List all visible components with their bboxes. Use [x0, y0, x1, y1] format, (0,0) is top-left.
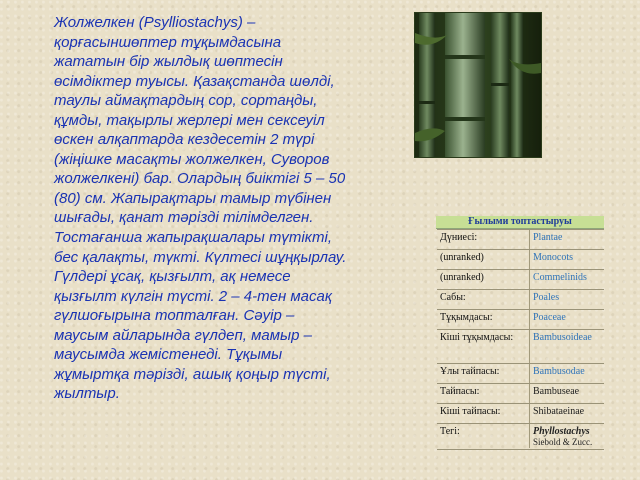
- taxonomy-value: Bambusoideae: [533, 332, 592, 343]
- taxonomy-row-supertribe: [437, 363, 604, 384]
- taxonomy-label: (unranked): [440, 252, 484, 263]
- taxonomy-row-family: [437, 309, 604, 330]
- taxonomy-value: Shibataeinae: [533, 406, 585, 417]
- taxonomy-value: [533, 426, 605, 447]
- taxonomy-title: Ғылыми топтастыруы: [436, 216, 604, 229]
- taxonomy-label: Тұқымдасы:: [440, 312, 493, 323]
- taxonomy-value: Bambuseae: [533, 386, 580, 397]
- description-text: Жолжелкен (Psylliostachys) – қорғасыншөптер тұқымдасына жататын бір жылдық шөптесін өсімдіктер туысы. Қазақстанда шөлді, таулы аймақтардың сор, сортаңды, құмды, тақырлы жерлері мен сексеуіл өскен алқаптарда кездесетін 2 түрі (жіңішке масақты жолжелкен, Суворов жолжелкені) бар. Олардың биіктігі 5 – 50 (80) см. Жапырақтары тамыр түбінен шығады, қанат тәрізді тілімделген. Тостағанша жапырақшалары түтікті, бес қалақты, түкті. Күлтесі шұңқырлау. Гүлдері ұсақ, қызғылт, ақ немесе қызғылт күлгін түсті. 2 – 4-тен масақ гүлшоғырына топталған. Сәуір – маусым айларында гүлдеп, мамыр – маусымда жемістенеді. Тұқымы жұмыртқа тәрізді, ашық қоңыр түсті, жылтыр.: [54, 14, 347, 403]
- taxonomy-table: [436, 216, 604, 451]
- taxonomy-label: Тегі:: [440, 426, 460, 437]
- taxonomy-row-unranked-2: [437, 269, 604, 290]
- taxonomy-value: Bambusodae: [533, 366, 585, 377]
- genus-name: Phyllostachys: [533, 426, 590, 437]
- taxonomy-row-genus: [437, 423, 604, 450]
- taxonomy-value: Commelinids: [533, 272, 587, 283]
- taxonomy-label: Ұлы тайпасы:: [440, 366, 500, 377]
- taxonomy-label: Сабы:: [440, 292, 466, 303]
- taxonomy-label: Дүниесі:: [440, 232, 478, 243]
- taxonomy-value: Plantae: [533, 232, 563, 243]
- taxonomy-row-subfamily: [437, 329, 604, 364]
- taxonomy-label: Тайпасы:: [440, 386, 480, 397]
- taxonomy-row-kingdom: [437, 229, 604, 250]
- taxonomy-value: Poales: [533, 292, 560, 303]
- taxonomy-label: Кіші тұқымдасы:: [440, 332, 514, 343]
- genus-authority: Siebold & Zucc.: [533, 437, 593, 447]
- taxonomy-row-tribe: [437, 383, 604, 404]
- taxonomy-label: (unranked): [440, 272, 484, 283]
- taxonomy-value: Monocots: [533, 252, 573, 263]
- taxonomy-row-subtribe: [437, 403, 604, 424]
- taxonomy-label: Кіші тайпасы:: [440, 406, 501, 417]
- bamboo-photo: [414, 12, 542, 158]
- taxonomy-value: Poaceae: [533, 312, 566, 323]
- taxonomy-row-unranked-1: [437, 249, 604, 270]
- taxonomy-row-order: [437, 289, 604, 310]
